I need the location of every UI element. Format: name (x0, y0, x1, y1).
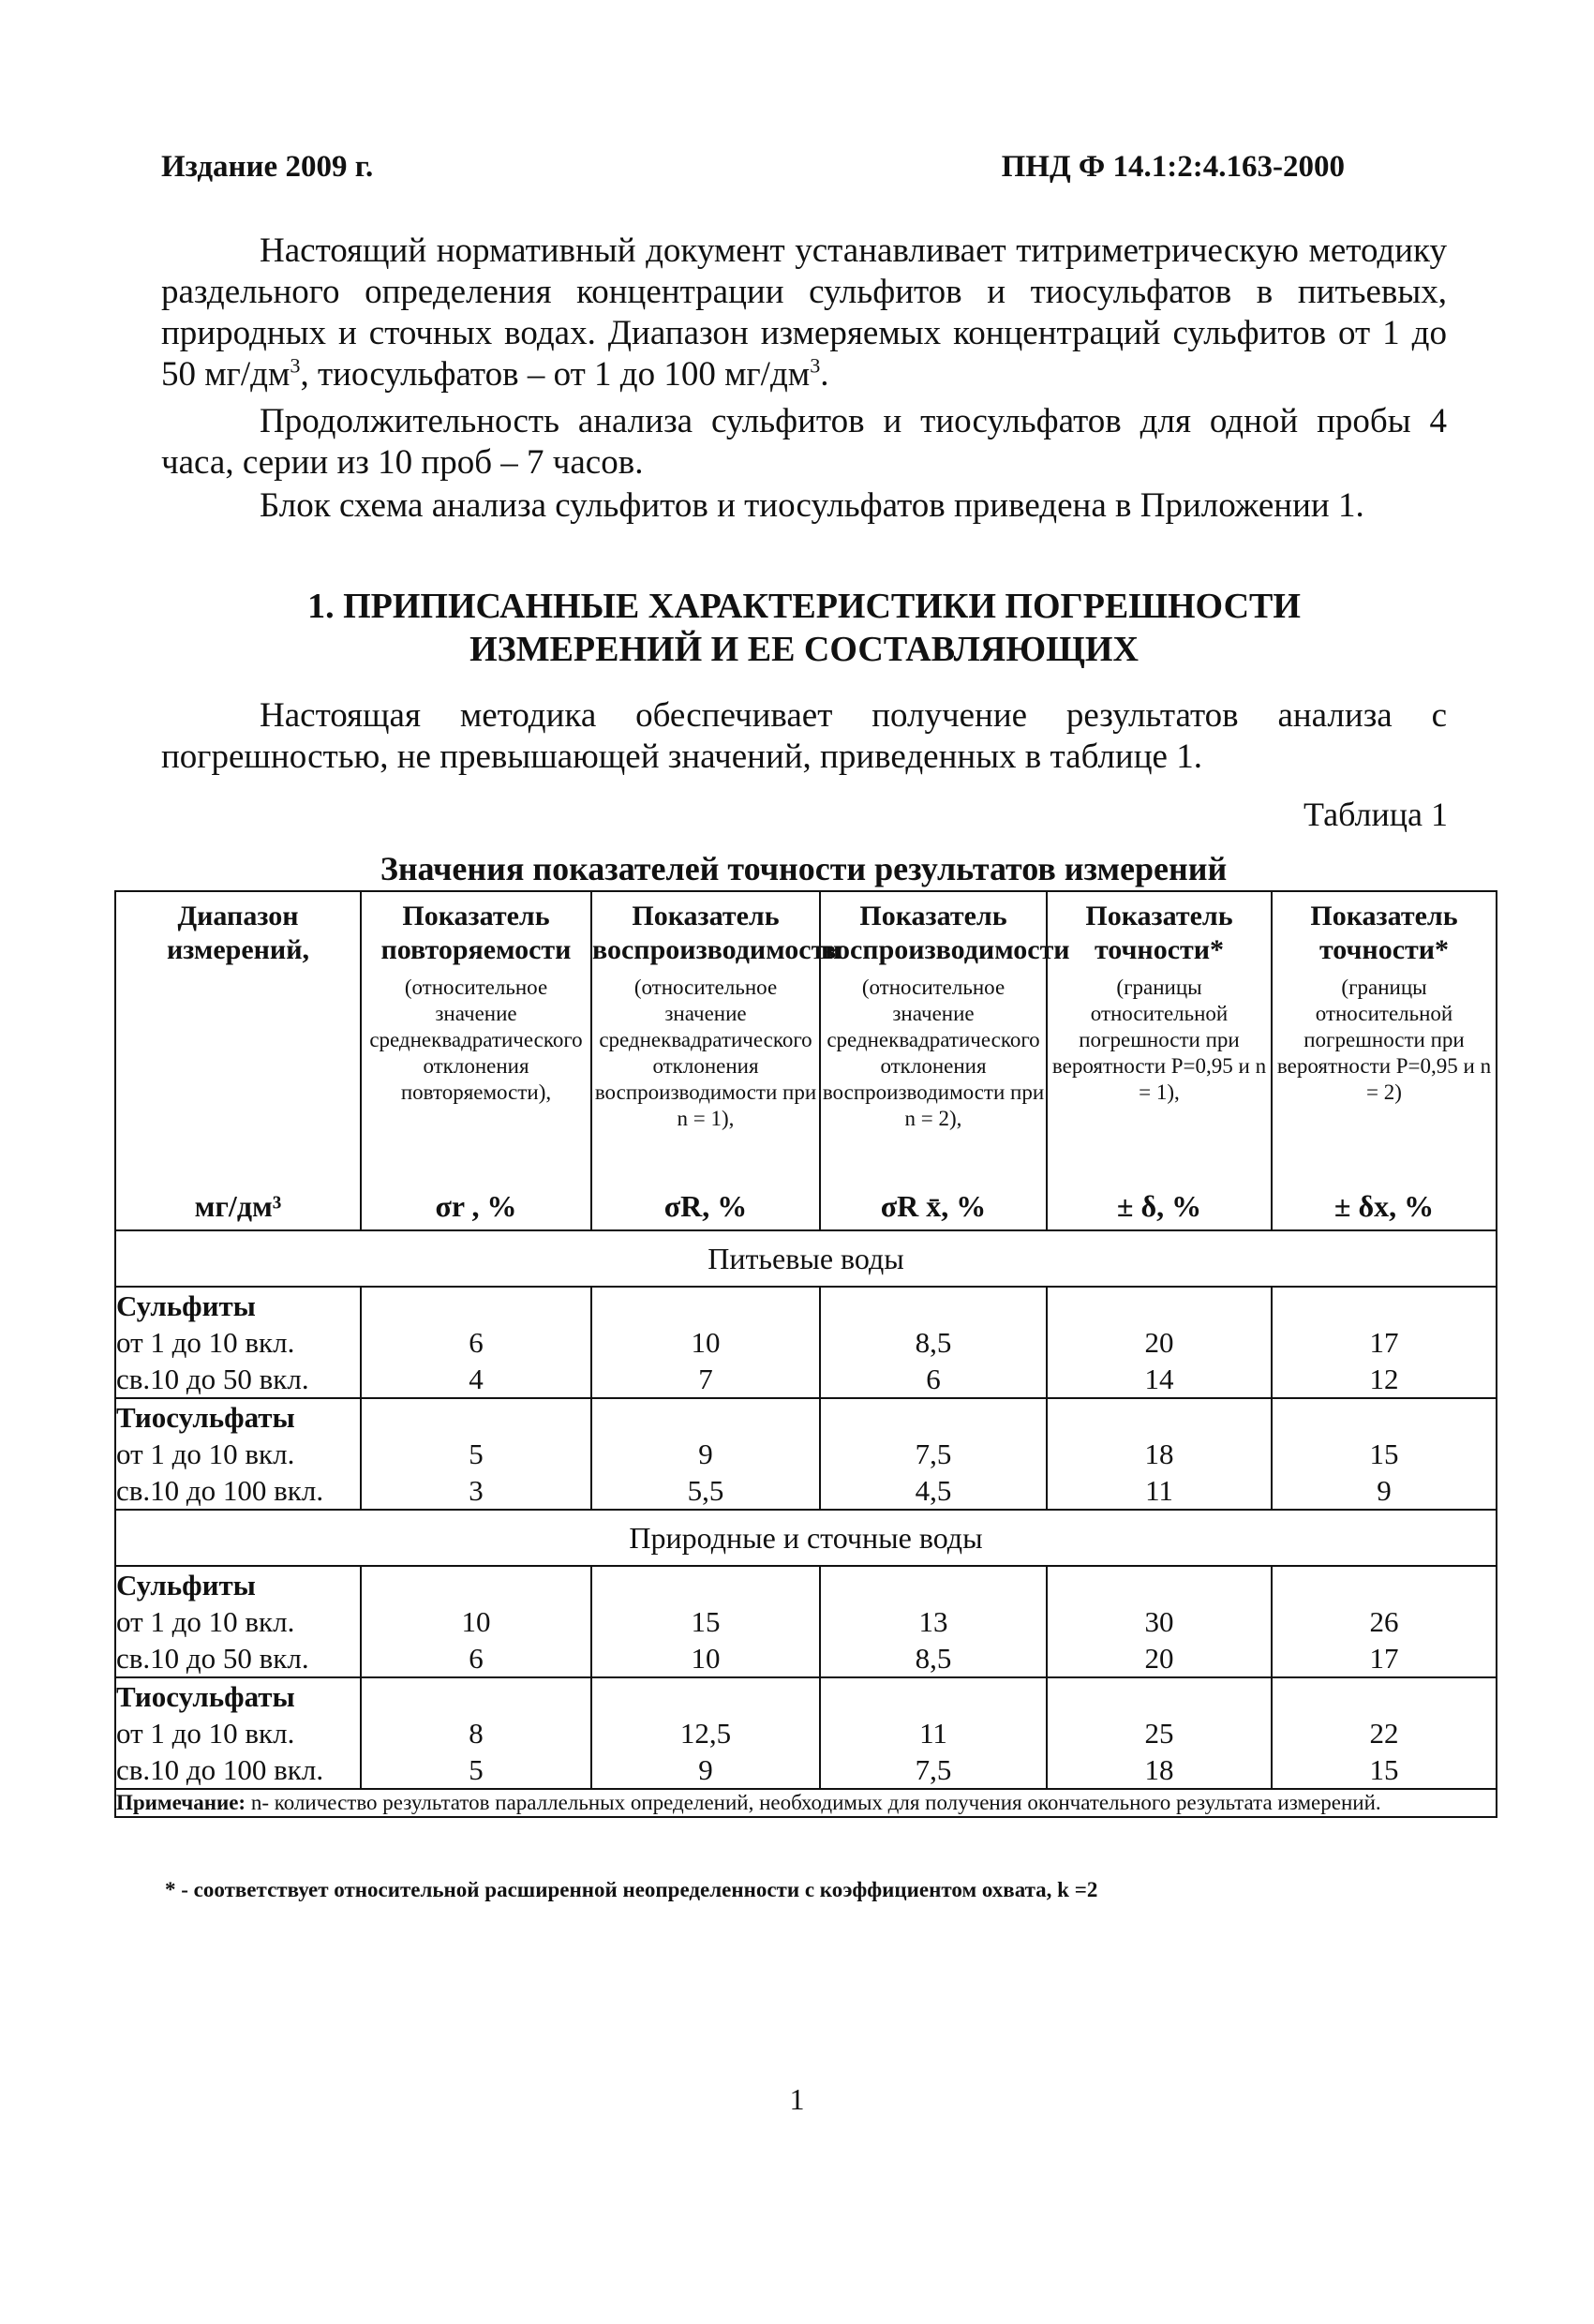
note-text: n- количество результатов параллельных определений, необходимых для получения окончательного результата измерений. (246, 1791, 1381, 1814)
value-cell (820, 1677, 1047, 1789)
column-header (1047, 891, 1272, 1230)
value-cell (361, 1398, 591, 1510)
value: 6 (469, 1642, 484, 1675)
column-header-unit: мг/дм³ (194, 1189, 282, 1223)
value-cell (591, 1677, 820, 1789)
column-header-description: (границы относительной погрешности при вероятности P=0,95 и n = 1), (1051, 976, 1267, 1104)
table-caption: Таблица 1 (1304, 796, 1448, 833)
group-row (115, 1230, 1497, 1287)
column-header-title: Диапазон измерений, (166, 901, 310, 965)
substance-name: Тиосульфаты (116, 1401, 295, 1434)
document-code: ПНД Ф 14.1:2:4.163-2000 (1001, 150, 1345, 184)
value: 12,5 (679, 1717, 732, 1750)
value: 14 (1144, 1363, 1174, 1395)
column-header (1272, 891, 1497, 1230)
value: 4 (469, 1363, 484, 1395)
range-cell (115, 1398, 361, 1510)
value: 15 (1369, 1438, 1399, 1470)
value: 5 (469, 1438, 484, 1470)
header-row (115, 891, 1497, 1230)
column-header-description: (относительное значение среднеквадратического отклонения воспроизводимости при n = 2), (822, 976, 1045, 1130)
substance-name: Тиосульфаты (116, 1680, 295, 1713)
value: 30 (1144, 1605, 1174, 1638)
value-cell (820, 1287, 1047, 1398)
range-cell (115, 1677, 361, 1789)
table-row (115, 1566, 1497, 1677)
value-cell (1047, 1677, 1272, 1789)
range-label: от 1 до 10 вкл. (116, 1438, 295, 1470)
value: 11 (919, 1717, 947, 1750)
group-row (115, 1510, 1497, 1566)
value: 10 (691, 1326, 721, 1359)
value-cell (361, 1677, 591, 1789)
range-label: св.10 до 50 вкл. (116, 1642, 309, 1675)
range-label: св.10 до 50 вкл. (116, 1363, 309, 1395)
substance-name: Сульфиты (116, 1569, 256, 1601)
range-cell (115, 1566, 361, 1677)
value: 6 (926, 1363, 941, 1395)
value: 8,5 (915, 1642, 952, 1675)
value: 5,5 (687, 1474, 724, 1507)
intro-paragraph-1: Настоящий нормативный документ устанавливает титриметрическую методику раздельного определения концентрации сульфитов и тиосульфатов в питьевых, природных и сточных водах. Диапазон измеряемых концентраций сульфитов от 1 до 50 $мг/дм^3$, тиосульфатов – от 1 до 100 $мг/дм^3$. (161, 231, 1447, 394)
value: 20 (1144, 1642, 1174, 1675)
section-1-title: 1. ПРИПИСАННЫЕ ХАРАКТЕРИСТИКИ ПОГРЕШНОСТИ ИЗМЕРЕНИЙ И ЕЕ СОСТАВЛЯЮЩИХ (307, 587, 1301, 669)
value: 7,5 (915, 1438, 952, 1470)
value: 25 (1144, 1717, 1174, 1750)
value-cell (1047, 1398, 1272, 1510)
value-cell (361, 1287, 591, 1398)
table-row (115, 1398, 1497, 1510)
value: 5 (469, 1753, 484, 1786)
value: 15 (691, 1605, 721, 1638)
table-row (115, 1677, 1497, 1789)
value: 17 (1369, 1326, 1399, 1359)
column-header-unit: σr , % (435, 1189, 517, 1223)
value: 6 (469, 1326, 484, 1359)
value: 10 (691, 1642, 721, 1675)
table-row (115, 1287, 1497, 1398)
value: 13 (918, 1605, 948, 1638)
column-header-unit: σR, % (663, 1189, 748, 1223)
value: 3 (469, 1474, 484, 1507)
section-1-text: Настоящая методика обеспечивает получение результатов анализа с погрешностью, не превышающей значений, приведенных в таблице 1. (161, 696, 1447, 776)
intro-paragraph-2: Продолжительность анализа сульфитов и тиосульфатов для одной пробы 4 часа, серии из 10 проб – 7 часов. (161, 402, 1447, 482)
substance-name: Сульфиты (116, 1289, 256, 1322)
column-header-title: Показатель воспроизводимости (592, 901, 842, 965)
table-title: Значения показателей точности результатов измерений (380, 850, 1228, 887)
range-label: от 1 до 10 вкл. (116, 1605, 295, 1638)
value-cell (1047, 1287, 1272, 1398)
range-label: от 1 до 10 вкл. (116, 1717, 295, 1750)
value: 9 (1377, 1474, 1392, 1507)
column-header-description: (относительное значение среднеквадратического отклонения повторяемости), (369, 976, 583, 1104)
value: 18 (1144, 1753, 1174, 1786)
value: 7,5 (915, 1753, 952, 1786)
column-header-description: (границы относительной погрешности при вероятности P=0,95 и n = 2) (1276, 976, 1492, 1104)
column-header-title: Показатель повторяемости (380, 901, 572, 965)
group-label: Природные и сточные воды (115, 1510, 1497, 1566)
table-note (115, 1789, 1497, 1817)
edition-label: Издание 2009 г. (161, 150, 374, 184)
value: 18 (1144, 1438, 1174, 1470)
range-cell (115, 1287, 361, 1398)
value: 7 (698, 1363, 713, 1395)
column-header-unit: ± δ, % (1116, 1189, 1202, 1223)
group-label: Питьевые воды (115, 1230, 1497, 1287)
note-row (115, 1789, 1497, 1817)
value: 9 (698, 1753, 713, 1786)
value: 26 (1369, 1605, 1399, 1638)
value: 15 (1369, 1753, 1399, 1786)
value: 22 (1369, 1717, 1399, 1750)
column-header-title: Показатель воспроизводимости (821, 901, 1070, 965)
value-cell (1047, 1566, 1272, 1677)
column-header-unit: σR x̄, % (880, 1189, 987, 1223)
value: 9 (698, 1438, 713, 1470)
footnote: * - соответствует относительной расширенной неопределенности с коэффициентом охвата, k =2 (165, 1878, 1098, 1901)
column-header (820, 891, 1070, 1230)
value-cell (591, 1398, 820, 1510)
column-header-description: (относительное значение среднеквадратического отклонения воспроизводимости при n = 1), (594, 976, 817, 1130)
value-cell (1272, 1398, 1497, 1510)
range-label: св.10 до 100 вкл. (116, 1753, 324, 1786)
column-header (591, 891, 842, 1230)
value: 20 (1144, 1326, 1174, 1359)
value: 10 (461, 1605, 491, 1638)
accuracy-table (114, 890, 1497, 1818)
column-header-title: Показатель точности* (1310, 901, 1458, 965)
value-cell (1272, 1287, 1497, 1398)
value: 8,5 (915, 1326, 952, 1359)
page-number: 1 (789, 2082, 805, 2116)
column-header (115, 891, 361, 1230)
note-label: Примечание: (116, 1791, 246, 1814)
value: 17 (1369, 1642, 1399, 1675)
value-cell (591, 1566, 820, 1677)
value-cell (591, 1287, 820, 1398)
value-cell (820, 1566, 1047, 1677)
value-cell (1272, 1566, 1497, 1677)
range-label: от 1 до 10 вкл. (116, 1326, 295, 1359)
range-label: св.10 до 100 вкл. (116, 1474, 324, 1507)
value: 4,5 (915, 1474, 952, 1507)
column-header-unit: ± δx, % (1333, 1189, 1435, 1223)
value-cell (820, 1398, 1047, 1510)
value: 8 (469, 1717, 484, 1750)
column-header (361, 891, 591, 1230)
value: 11 (1145, 1474, 1173, 1507)
value-cell (361, 1566, 591, 1677)
column-header-title: Показатель точности* (1085, 901, 1233, 965)
value-cell (1272, 1677, 1497, 1789)
intro-paragraph-3: Блок схема анализа сульфитов и тиосульфатов приведена в Приложении 1. (260, 486, 1364, 525)
value: 12 (1369, 1363, 1399, 1395)
